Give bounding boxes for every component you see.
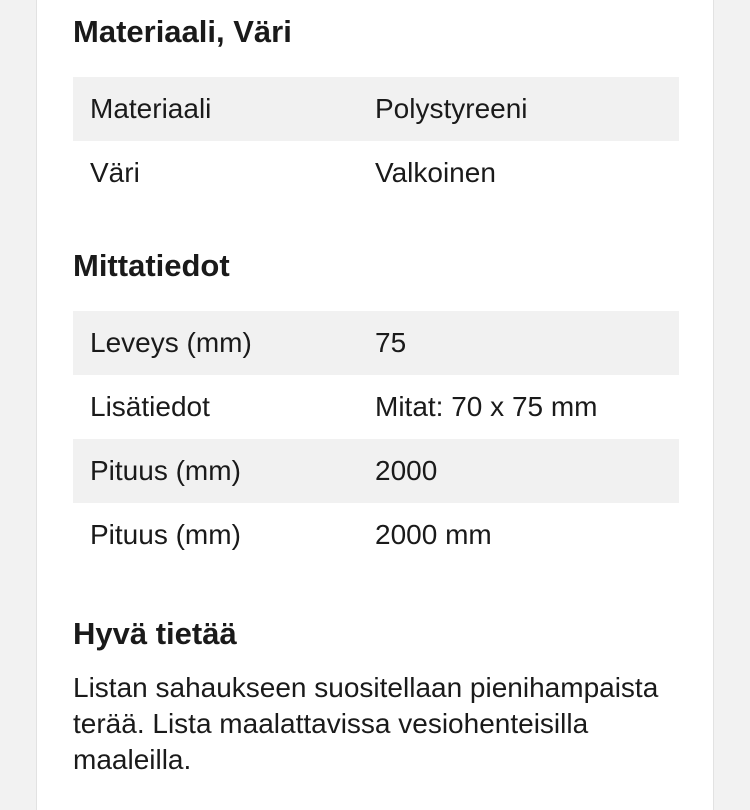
spec-value: 2000 mm: [375, 519, 492, 550]
spec-value: Mitat: 70 x 75 mm: [375, 391, 598, 422]
material-color-table: [73, 77, 679, 205]
spec-label: Väri: [90, 157, 140, 188]
product-details-card: [36, 0, 714, 810]
dimensions-table: [73, 311, 679, 567]
spec-row-color: [73, 141, 679, 205]
spec-row-width: [73, 311, 679, 375]
spec-value: 75: [375, 327, 407, 358]
spec-value: 2000: [375, 455, 438, 486]
spec-value: Valkoinen: [375, 157, 496, 188]
good-to-know-text: Listan sahaukseen suositellaan pienihampaista terää. Lista maalattavissa vesiohenteisilla maaleilla.: [73, 672, 659, 775]
spec-value: Polystyreeni: [375, 93, 528, 124]
spec-row-length: [73, 439, 679, 503]
section-title-dimensions: Mittatiedot: [73, 248, 230, 283]
spec-label: Lisätiedot: [90, 391, 210, 422]
spec-row-length-mm: [73, 503, 679, 567]
spec-row-material: [73, 77, 679, 141]
spec-label: Leveys (mm): [90, 327, 252, 358]
spec-label: Materiaali: [90, 93, 212, 124]
section-title-material-color: Materiaali, Väri: [73, 14, 292, 49]
spec-label: Pituus (mm): [90, 519, 241, 550]
spec-row-additional-info: [73, 375, 679, 439]
spec-label: Pituus (mm): [90, 455, 241, 486]
section-title-good-to-know: Hyvä tietää: [73, 616, 237, 651]
